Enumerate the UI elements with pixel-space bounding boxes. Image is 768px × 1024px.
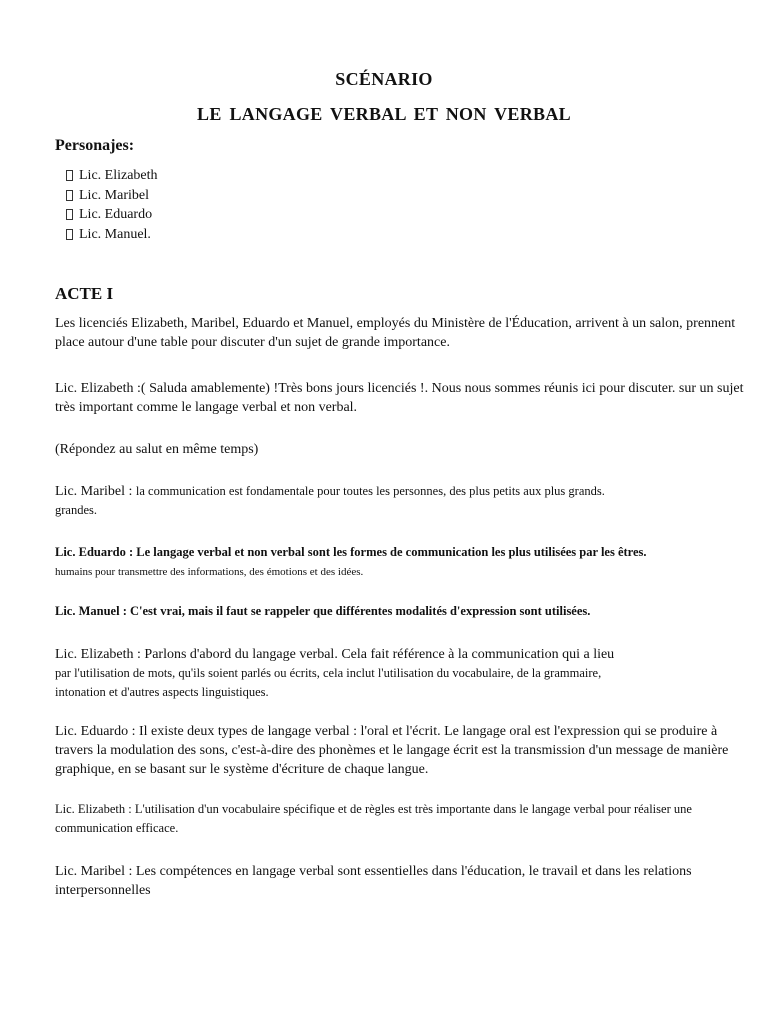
bullet-box-icon	[66, 209, 73, 220]
character-name: Lic. Elizabeth	[79, 168, 158, 183]
dialogue-text: Lic. Elizabeth : L'utilisation d'un vocabulaire spécifique et de règles est très importante dans le langage verbal pour réaliser une communication efficace.	[55, 802, 692, 835]
dialogue-text-continued-2: intonation et d'autres aspects linguistiques.	[55, 685, 269, 699]
bullet-box-icon	[66, 190, 73, 201]
dialogue-text: la communication est fondamentale pour toutes les personnes, des plus petits aux plus grands.	[135, 484, 605, 498]
character-list	[66, 166, 158, 244]
elizabeth-line-1: Lic. Elizabeth :( Saluda amablemente) !Très bons jours licenciés !. Nous nous sommes réunis ici pour discuter. sur un sujet très important comme le langage verbal et non verbal.	[55, 381, 744, 415]
bullet-box-icon	[66, 170, 73, 181]
character-name: Lic. Eduardo	[79, 207, 153, 222]
bullet-box-icon	[66, 229, 73, 240]
elizabeth-line-3	[55, 800, 745, 838]
dialogue-text: Lic. Manuel : C'est vrai, mais il faut se rappeler que différentes modalités d'expression sont utilisées.	[55, 604, 591, 618]
dialogue-text-continued: grandes.	[55, 503, 97, 517]
speaker-label: Lic. Maribel :	[55, 484, 136, 499]
manuel-line-1	[55, 602, 745, 621]
dialogue-text: Lic. Elizabeth : Parlons d'abord du langage verbal. Cela fait référence à la communication qui a lieu	[55, 647, 615, 662]
list-item	[66, 186, 158, 206]
intro-paragraph: Les licenciés Elizabeth, Maribel, Eduardo et Manuel, employés du Ministère de l'Éducation, arrivent à un salon, prennent place autour d'une table pour discuter d'un sujet de grande importance.	[55, 316, 736, 350]
dialogue-text-continued: humains pour transmettre des informations, des émotions et des idées.	[55, 566, 364, 578]
elizabeth-line-2	[55, 645, 745, 702]
dialogue-text: Lic. Eduardo : Le langage verbal et non verbal sont les formes de communication les plus utilisées par les êtres.	[55, 545, 647, 559]
list-item	[66, 205, 158, 225]
list-item	[66, 225, 158, 245]
acte-heading: ACTE I	[55, 284, 114, 303]
personajes-heading: Personajes:	[55, 137, 135, 154]
maribel-line-2: Lic. Maribel : Les compétences en langage verbal sont essentielles dans l'éducation, le travail et dans les relations interpersonnelles	[55, 864, 692, 898]
character-name: Lic. Maribel	[79, 187, 149, 203]
maribel-line-1	[55, 482, 745, 520]
document-subtitle: LE LANGAGE VERBAL ET NON VERBAL	[197, 104, 571, 124]
character-name: Lic. Manuel.	[79, 226, 151, 242]
eduardo-line-2: Lic. Eduardo : Il existe deux types de langage verbal : l'oral et l'écrit. Le langage oral est l'expression qui se produire à travers la modulation des sons, c'est-à-dire des phonèmes et le langage écrit est la transmission d'un message de manière graphique, en se basant sur le système d'écriture de chaque langue.	[55, 724, 729, 777]
dialogue-text-continued: par l'utilisation de mots, qu'ils soient parlés ou écrits, cela inclut l'utilisation du vocabulaire, de la grammaire,	[55, 666, 602, 680]
stage-direction: (Répondez au salut en même temps)	[55, 442, 259, 457]
list-item	[66, 166, 158, 186]
document-title: SCÉNARIO	[335, 69, 433, 89]
eduardo-line-1	[55, 543, 745, 582]
